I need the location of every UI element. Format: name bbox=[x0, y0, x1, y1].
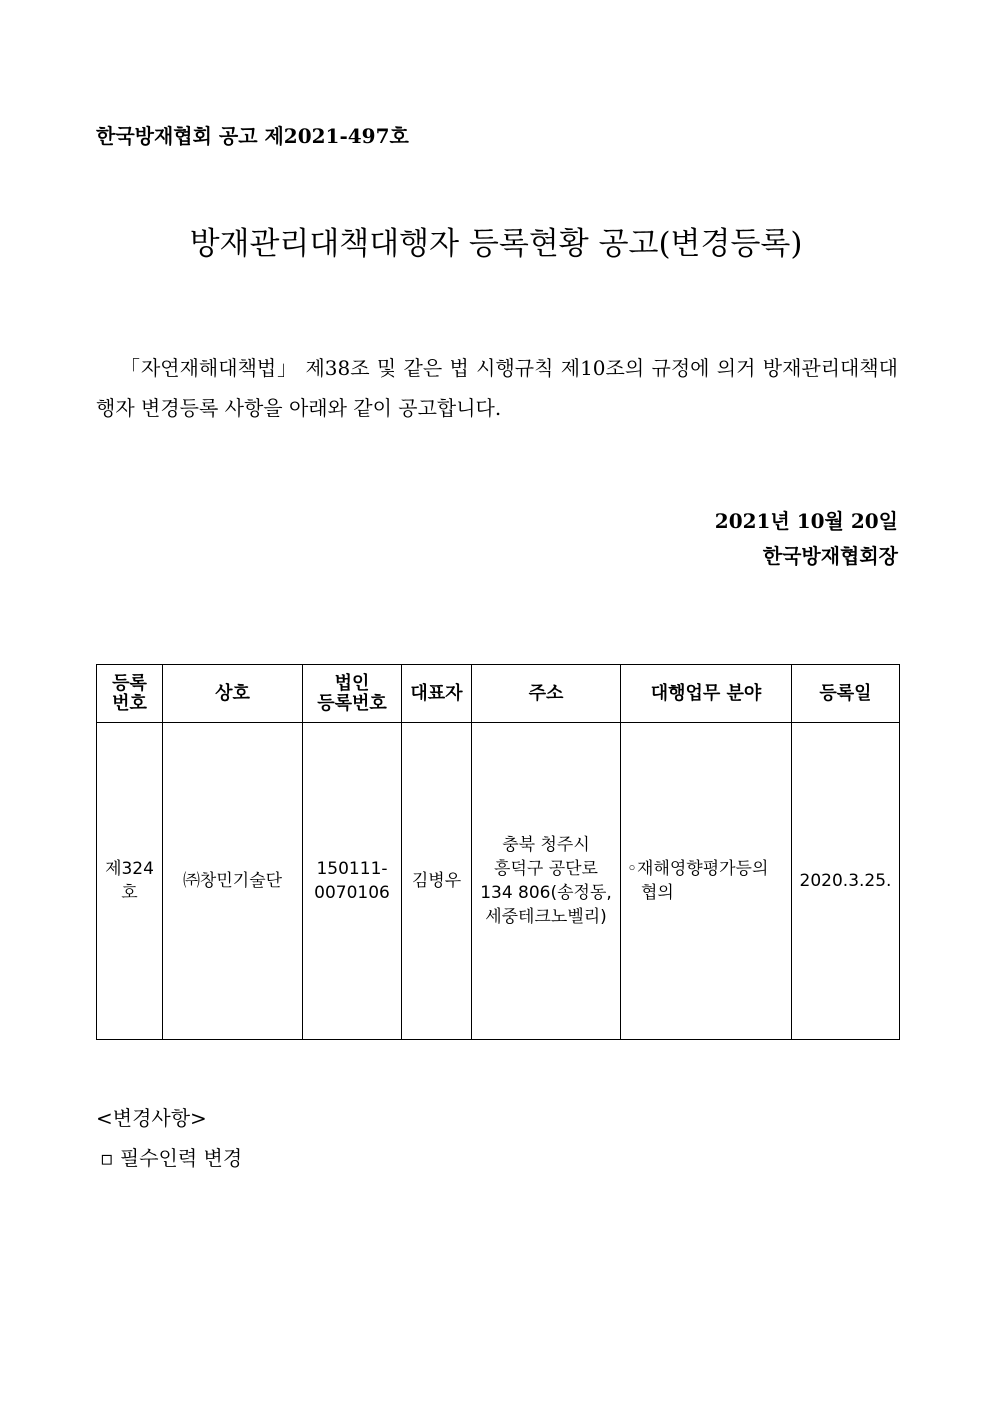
cell-company: ㈜창민기술단 bbox=[163, 723, 303, 1040]
changes-heading: <변경사항> bbox=[96, 1106, 207, 1130]
issuer-name: 한국방재협회장 bbox=[762, 544, 898, 568]
header-reg-date: 등록일 bbox=[792, 665, 900, 723]
header-task-field: 대행업무 분야 bbox=[621, 665, 792, 723]
cell-reg-no: 제324호 bbox=[97, 723, 163, 1040]
header-corp-no: 법인 등록번호 bbox=[303, 665, 402, 723]
header-representative: 대표자 bbox=[402, 665, 472, 723]
registration-table bbox=[96, 664, 900, 1040]
table-row bbox=[97, 723, 900, 1040]
task-line-2: 협의 bbox=[641, 883, 674, 903]
task-line-1: ◦재해영향평가등의 bbox=[627, 859, 769, 879]
notice-date: 2021년 10월 20일 bbox=[714, 509, 898, 533]
header-address: 주소 bbox=[472, 665, 621, 723]
cell-task-field bbox=[621, 723, 792, 1040]
header-reg-no: 등록 번호 bbox=[97, 665, 163, 723]
document-title: 방재관리대책대행자 등록현황 공고(변경등록) bbox=[189, 226, 803, 262]
cell-corp-no: 150111- 0070106 bbox=[303, 723, 402, 1040]
cell-representative: 김병우 bbox=[402, 723, 472, 1040]
cell-address: 충북 청주시 흥덕구 공단로 134 806(송정동, 세중테크노벨리) bbox=[472, 723, 621, 1040]
table-header-row bbox=[97, 665, 900, 723]
changes-item: ▫ 필수인력 변경 bbox=[100, 1146, 243, 1170]
notice-number: 한국방재협회 공고 제2021-497호 bbox=[96, 124, 409, 148]
body-paragraph: 「자연재해대책법」 제38조 및 같은 법 시행규칙 제10조의 규정에 의거 방재관리대책대행자 변경등록 사항을 아래와 같이 공고합니다. bbox=[96, 356, 898, 420]
header-company: 상호 bbox=[163, 665, 303, 723]
cell-reg-date: 2020.3.25. bbox=[792, 723, 900, 1040]
